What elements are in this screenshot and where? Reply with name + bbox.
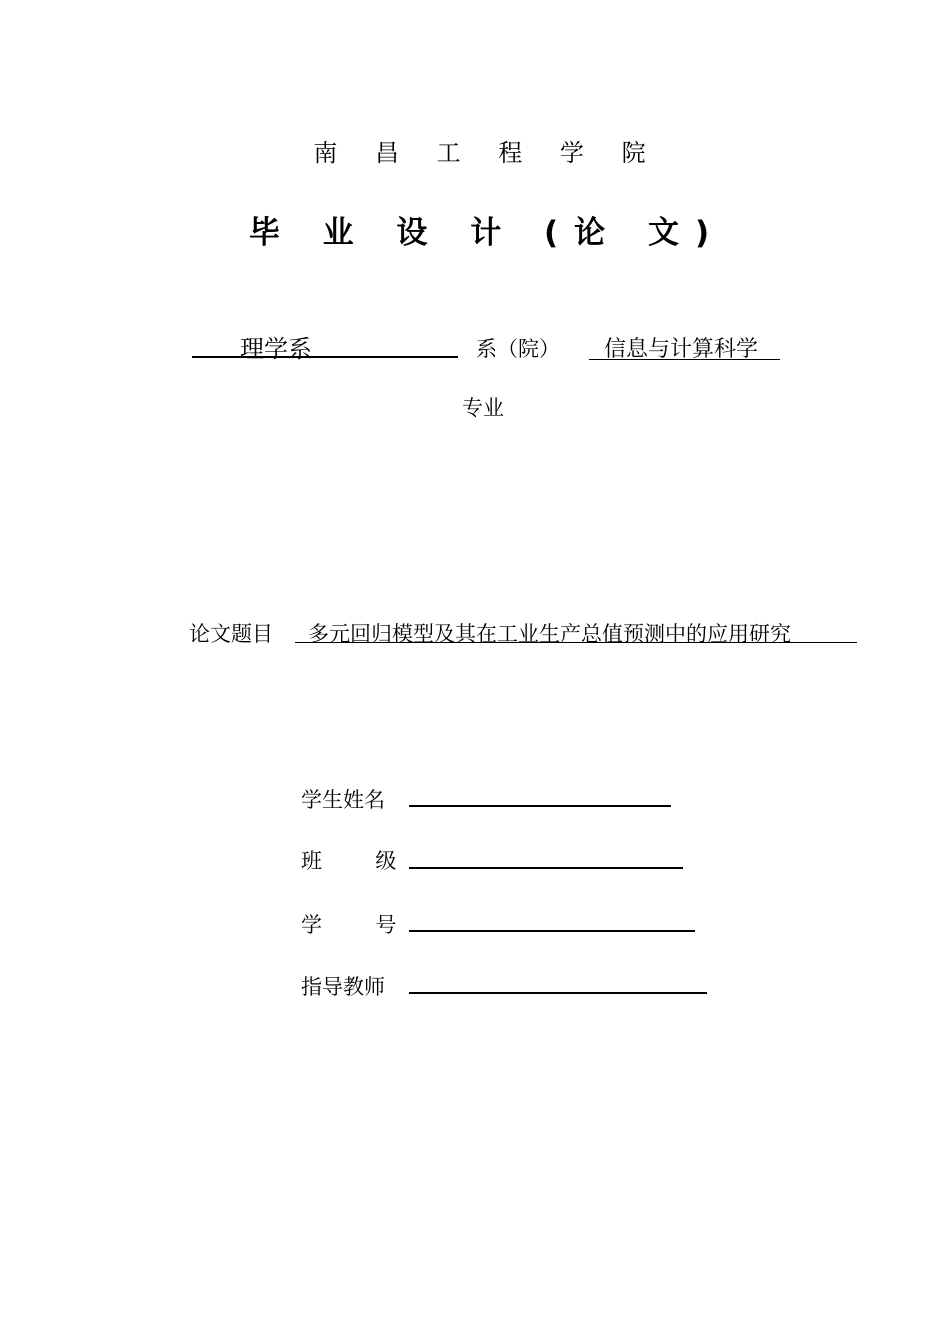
major-value: 信息与计算科学 bbox=[604, 337, 759, 362]
topic-label: 论文题目 bbox=[189, 622, 273, 646]
student-name-line bbox=[409, 805, 671, 807]
student-id-label: 学 号 bbox=[301, 913, 397, 937]
student-name-label: 学生姓名 bbox=[301, 788, 385, 812]
class-line bbox=[409, 867, 683, 869]
department-underline bbox=[192, 356, 458, 358]
document-title: 毕 业 设 计 (论 文) bbox=[248, 215, 726, 251]
topic-value: 多元回归模型及其在工业生产总值预测中的应用研究 bbox=[308, 622, 791, 646]
advisor-line bbox=[409, 992, 707, 994]
major-underline bbox=[589, 359, 780, 360]
department-suffix: 系（院） bbox=[476, 337, 560, 361]
school-name: 南 昌 工 程 学 院 bbox=[313, 139, 661, 167]
major-suffix: 专业 bbox=[462, 396, 504, 420]
advisor-label: 指导教师 bbox=[301, 975, 385, 999]
student-id-line bbox=[409, 930, 695, 932]
topic-underline bbox=[295, 642, 857, 643]
department-value: 理学系 bbox=[240, 335, 312, 363]
class-label: 班 级 bbox=[301, 849, 397, 873]
